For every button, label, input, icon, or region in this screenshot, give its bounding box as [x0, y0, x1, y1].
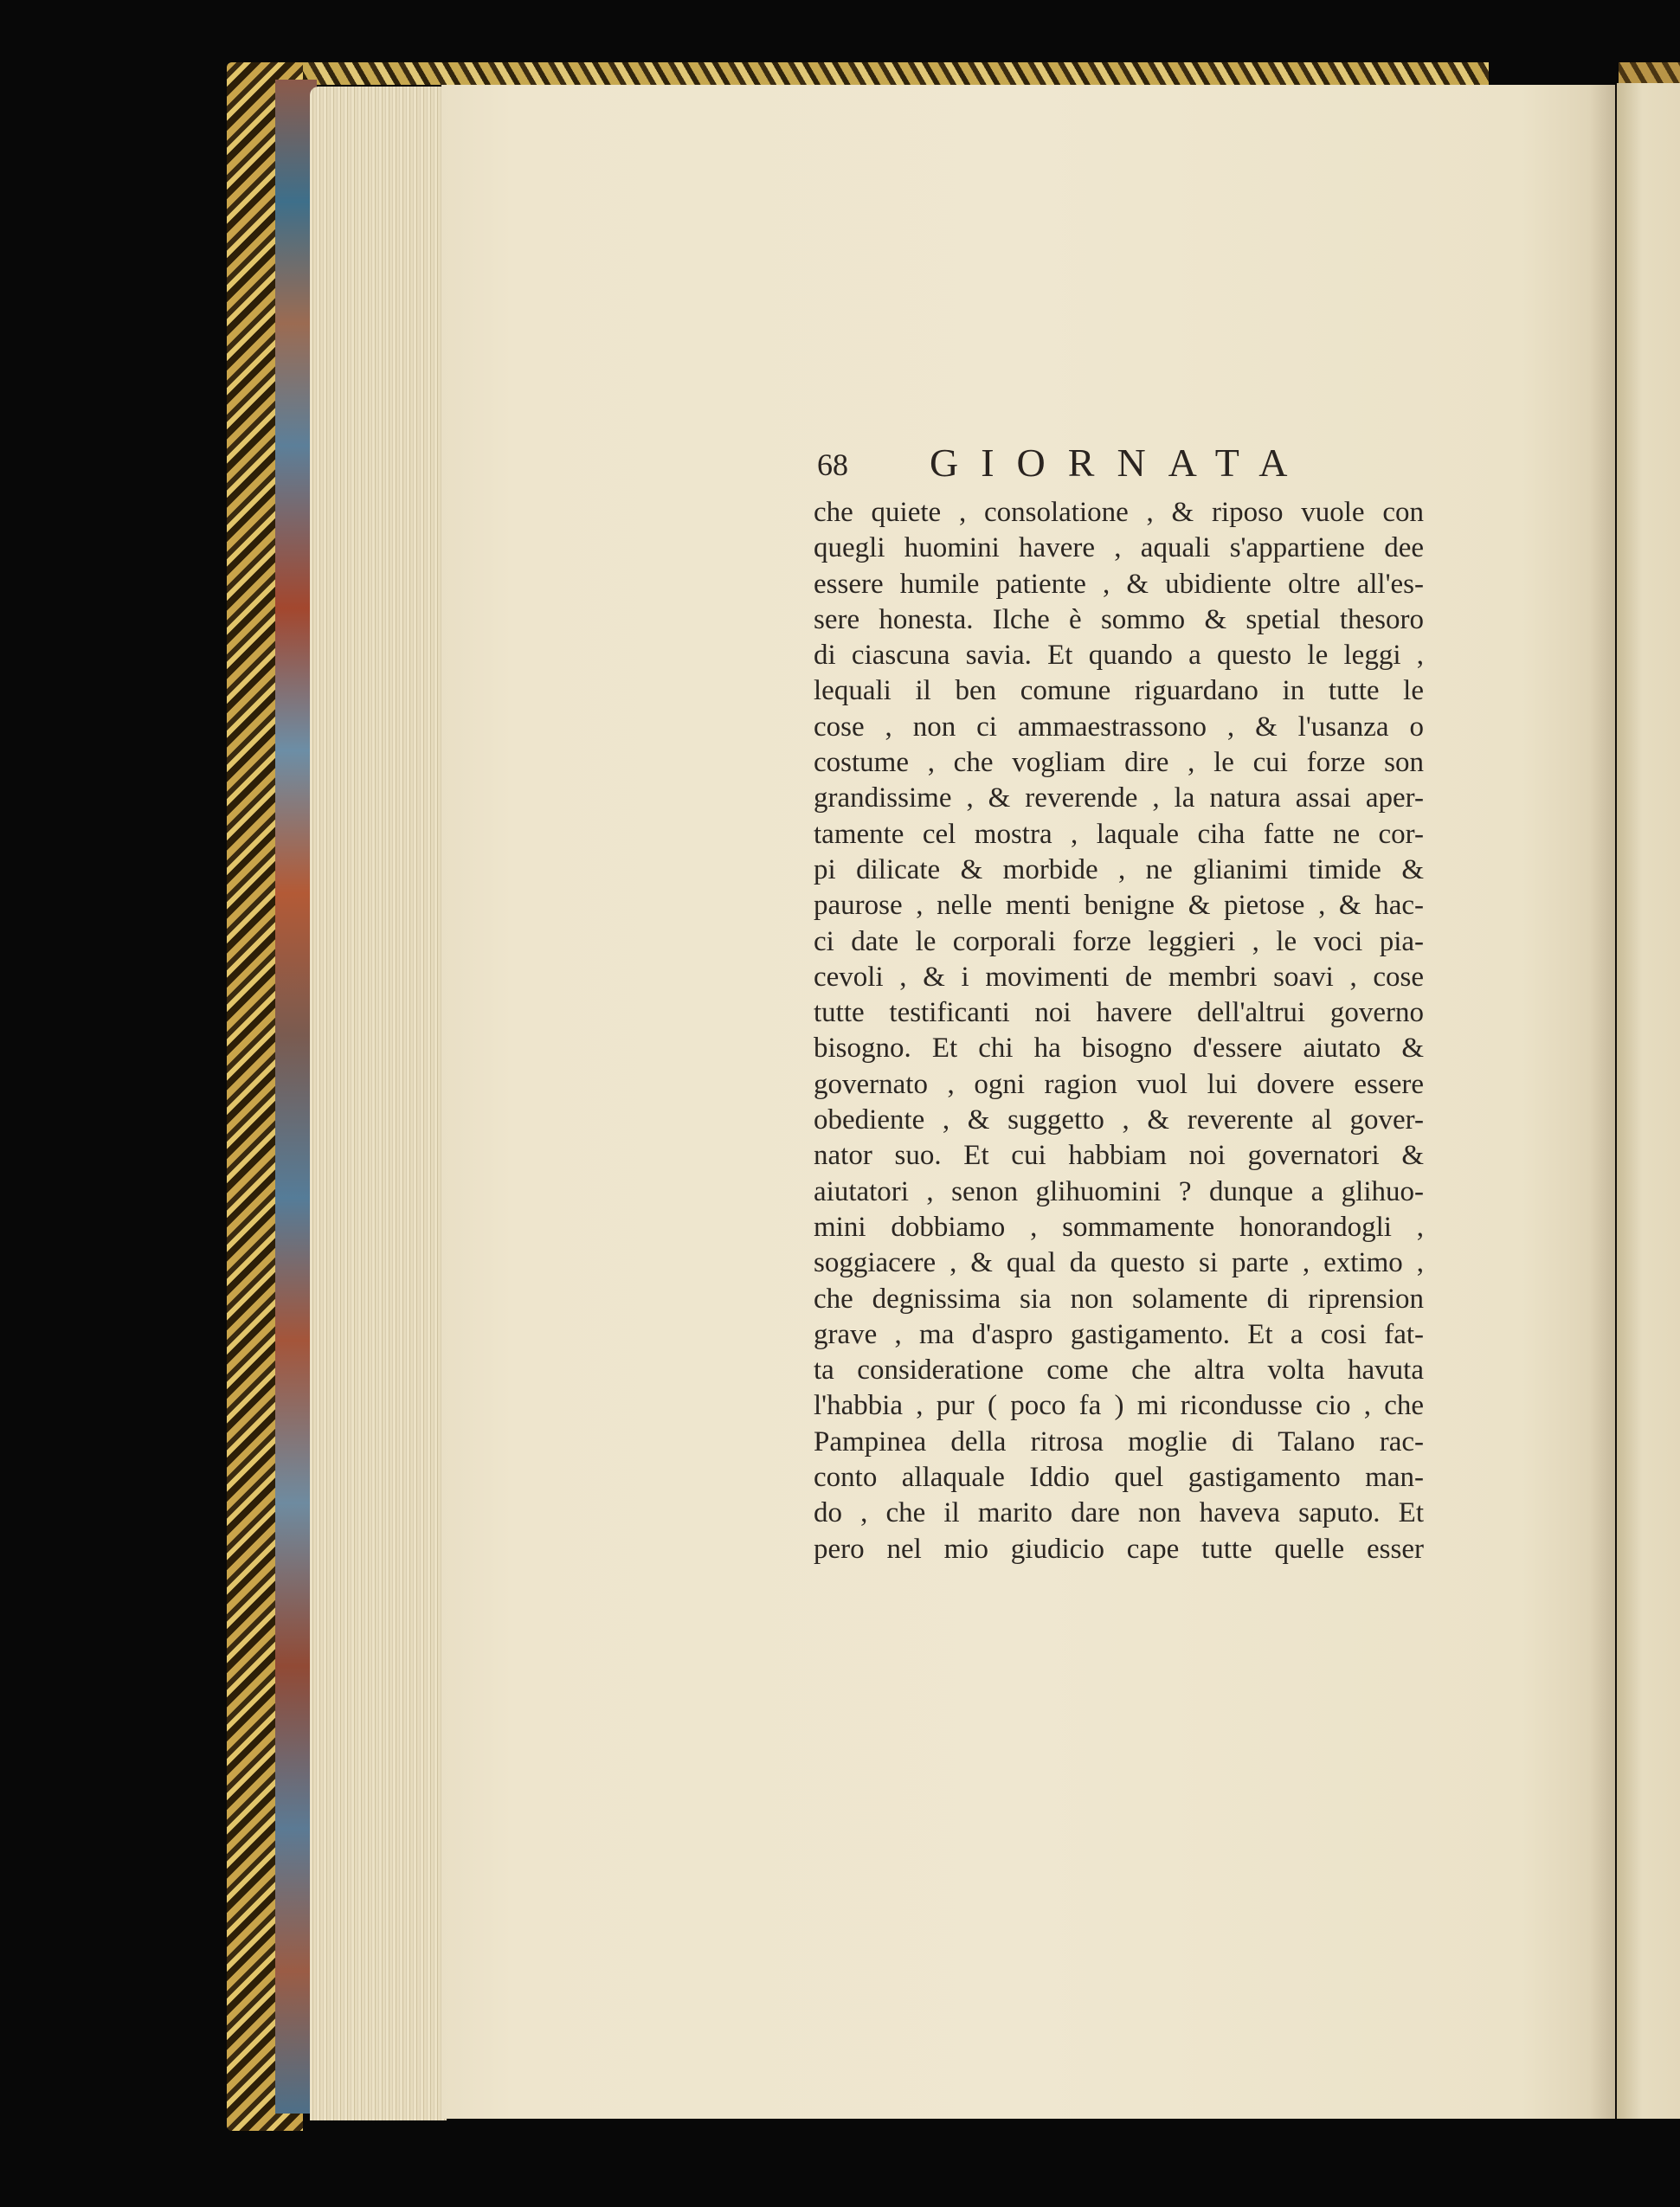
text-line: ci date le corporali forze leggieri , le voci pia-: [814, 925, 1424, 957]
page-fore-edges: [310, 87, 447, 2120]
text-line: che degnissima sia non solamente di riprension: [814, 1283, 1424, 1315]
text-line: pi dilicate & morbide , ne glianimi timide &: [814, 853, 1424, 885]
text-line: pero nel mio giudicio cape tutte quelle esser: [814, 1533, 1424, 1565]
text-line: cose , non ci ammaestrassono , & l'usanza o: [814, 711, 1424, 743]
text-line: grave , ma d'aspro gastigamento. Et a cosi fat-: [814, 1318, 1424, 1350]
top-gilt-edge: [251, 62, 1489, 85]
body-text: [814, 495, 1424, 1567]
text-line: grandissime , & reverende , la natura assai aper-: [814, 782, 1424, 814]
text-line: quegli huomini havere , aquali s'appartiene dee: [814, 532, 1424, 564]
text-line: soggiacere , & qual da questo si parte , extimo ,: [814, 1247, 1424, 1279]
text-line: costume , che vogliam dire , le cui forze son: [814, 747, 1424, 779]
running-title: GIORNATA: [930, 441, 1310, 485]
text-line: mini dobbiamo , sommamente honorandogli ,: [814, 1211, 1424, 1243]
text-line: ta consideratione come che altra volta havuta: [814, 1354, 1424, 1387]
text-line: paurose , nelle menti benigne & pietose , & hac-: [814, 890, 1424, 922]
text-line: do , che il marito dare non haveva saputo. Et: [814, 1497, 1424, 1529]
text-line: governato , ogni ragion vuol lui dovere essere: [814, 1068, 1424, 1100]
text-line: Pampinea della ritrosa moglie di Talano rac-: [814, 1425, 1424, 1457]
text-line: che quiete , consolatione , & riposo vuole con: [814, 497, 1424, 528]
text-line: nator suo. Et cui habbiam noi governatori &: [814, 1140, 1424, 1172]
text-line: aiutatori , senon glihuomini ? dunque a glihuo-: [814, 1175, 1424, 1207]
text-line: l'habbia , pur ( poco fa ) mi ricondusse cio , che: [814, 1390, 1424, 1422]
text-line: tamente cel mostra , laquale ciha fatte ne cor-: [814, 818, 1424, 850]
facing-page-edge: [1617, 83, 1680, 2119]
text-line: obediente , & suggetto , & reverente al gover-: [814, 1104, 1424, 1136]
text-line: di ciascuna savia. Et quando a questo le leggi ,: [814, 640, 1424, 672]
page-number: 68: [817, 447, 848, 482]
text-line: cevoli , & i movimenti de membri soavi , cose: [814, 961, 1424, 993]
text-line: conto allaquale Iddio quel gastigamento man-: [814, 1462, 1424, 1494]
text-line: tutte testificanti noi havere dell'altrui governo: [814, 997, 1424, 1029]
text-line: bisogno. Et chi ha bisogno d'essere aiutato &: [814, 1033, 1424, 1065]
running-head: [817, 440, 1354, 492]
text-line: essere humile patiente , & ubidiente oltre all'es-: [814, 568, 1424, 600]
text-line: lequali il ben comune riguardano in tutte le: [814, 675, 1424, 707]
text-line: sere honesta. Ilche è sommo & spetial thesoro: [814, 603, 1424, 635]
